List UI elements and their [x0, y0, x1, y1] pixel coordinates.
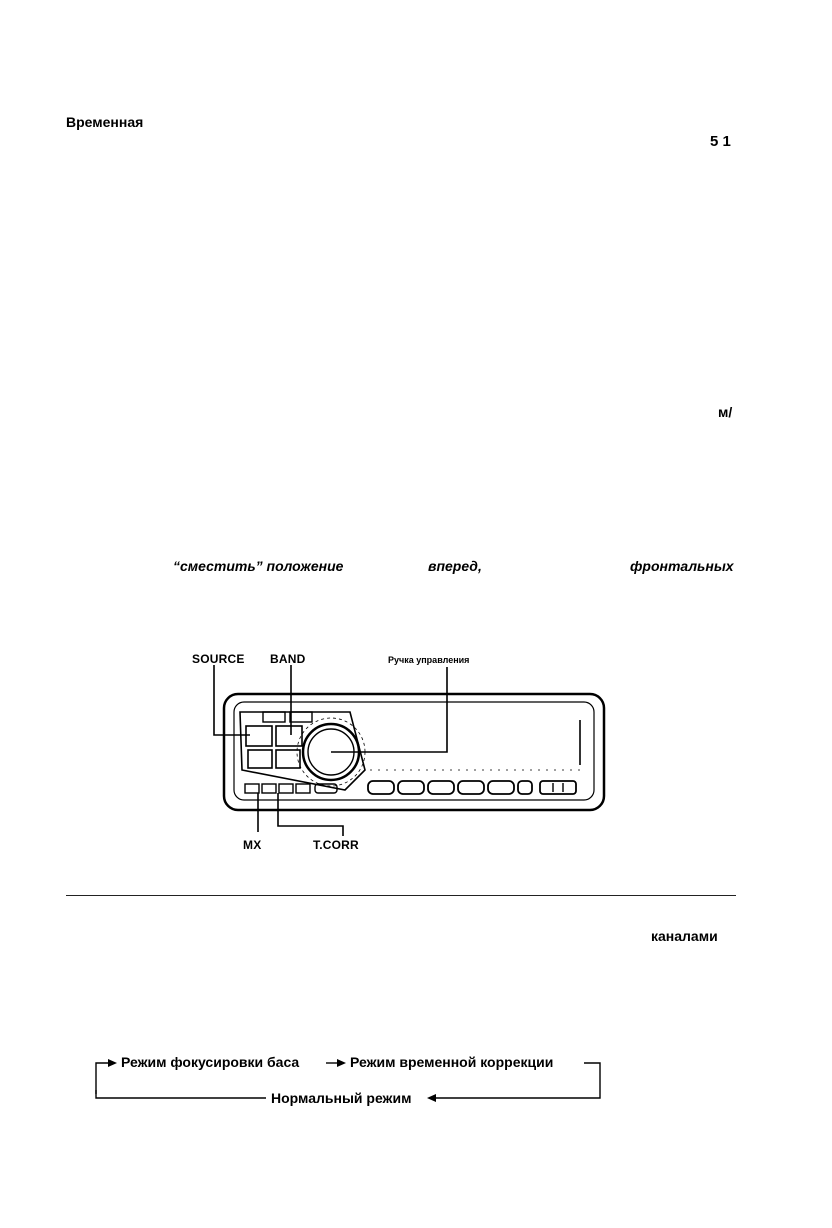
preset-buttons-row: [368, 781, 576, 794]
page-number: 5 1: [710, 133, 731, 150]
band-label: BAND: [270, 652, 306, 666]
header-word: Временная: [66, 114, 144, 130]
bottom-button-2: [262, 784, 276, 793]
mode-normal: Нормальный режим: [271, 1090, 412, 1106]
italic-phrase-forward: вперед,: [428, 558, 482, 574]
mode-bass-focus: Режим фокусировки баса: [121, 1054, 300, 1070]
source-leader-line: [214, 665, 250, 735]
source-label: SOURCE: [192, 652, 245, 666]
lower-right-button-shape: [276, 750, 300, 768]
bottom-button-4: [296, 784, 310, 793]
mx-button-shape: [245, 784, 259, 793]
text-fragment-channels: каналами: [651, 928, 718, 944]
mode-time-correction: Режим временной коррекции: [350, 1054, 554, 1070]
top-button-1: [263, 712, 285, 722]
tcorr-label: T.CORR: [313, 838, 359, 852]
knob-leader-line: [331, 667, 447, 752]
section-divider: [66, 895, 736, 896]
italic-phrase-shift: “сместить” положение: [173, 558, 344, 574]
source-button-shape: [246, 726, 272, 746]
top-button-2: [290, 712, 312, 722]
mx-label: MX: [243, 838, 262, 852]
tcorr-button-shape: [279, 784, 293, 793]
control-knob-label: Ручка управления: [388, 655, 470, 665]
lower-left-button-shape: [248, 750, 272, 768]
text-fragment-m: м/: [718, 404, 733, 420]
italic-phrase-frontal: фронтальных: [630, 558, 734, 574]
